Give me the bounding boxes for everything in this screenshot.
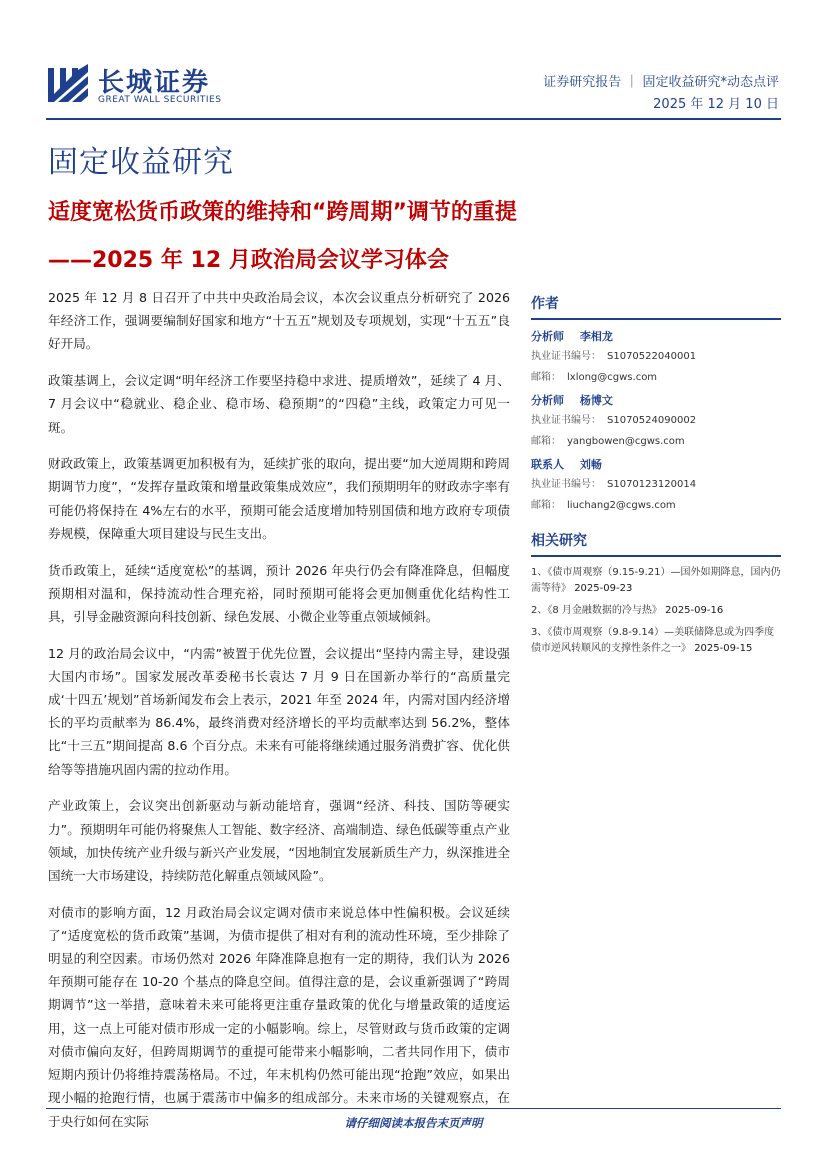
related-item[interactable] [531, 625, 781, 657]
related-research [531, 530, 781, 657]
related-date: 2025-09-23 [574, 583, 633, 594]
analyst-name: 李相龙 [579, 330, 613, 343]
related-item[interactable] [531, 565, 781, 597]
related-title[interactable]: 3、《债市周观察（9.8-9.14）—美联储降息或为四季度债市逆风转顺风的支撑性条件之一》 [531, 627, 775, 654]
great-wall-logo-icon [46, 62, 90, 106]
email-link[interactable]: lxlong@cgws.com [567, 372, 658, 383]
related-date: 2025-09-16 [665, 605, 724, 616]
section-title: 固定收益研究 [48, 145, 234, 180]
report-date: 2025 年 12 月 10 日 [653, 97, 779, 112]
body-paragraph: 政策基调上，会议定调“明年经济工作要坚持稳中求进、提质增效”，延续了 4 月、7 月会议中“稳就业、稳企业、稳市场、稳预期”的“四稳”主线，政策定力可见一斑。 [48, 373, 510, 435]
footer-disclaimer: 请仔细阅读本报告末页声明 [344, 1116, 483, 1130]
cert-label: 执业证书编号： [531, 479, 601, 490]
related-heading: 相关研究 [531, 530, 781, 557]
related-item[interactable] [531, 603, 781, 619]
body-paragraph: 2025 年 12 月 8 日召开了中共中央政治局会议，本次会议重点分析研究了 2026 年经济工作，强调要编制好国家和地方“十五五”规划及专项规划，实现“十五五”良好开局。 [48, 290, 510, 352]
cert-number: S1070123120014 [607, 479, 697, 490]
body-paragraph: 12 月的政治局会议中，“内需”被置于优先位置，会议提出“坚持内需主导，建设强大国内市场”。国家发展改革委秘书长袁达 7 月 9 日在国新办举行的“高质量完成‘十四五’规划”首场新闻发布会上表示，2021 年至 2024 年，内需对国内经济增长的平均贡献率为 86.4%，最终消费对经济增长的平均贡献率达到 56.2%，整体比“十三五”期间提高 8.6 个百分点。未来有可能将继续通过服务消费扩容、优化供给等等措施巩固内需的拉动作用。 [48, 645, 510, 777]
email-label: 邮箱： [531, 500, 561, 511]
body-paragraph: 货币政策上，延续“适度宽松”的基调，预计 2026 年央行仍会有降准降息，但幅度预期相对温和，保持流动性合理充裕，同时预期可能将会更加侧重优化结构性工具，引导金融资源向科技创新、绿色发展、小微企业等重点领域倾斜。 [48, 562, 510, 624]
email-label: 邮箱： [531, 372, 561, 383]
analyst-role: 分析师 [531, 394, 564, 407]
analyst-card [531, 328, 781, 388]
email-link[interactable]: yangbowen@cgws.com [567, 436, 685, 447]
report-type: 证券研究报告 ｜ 固定收益研究*动态点评 [543, 75, 779, 90]
logo-chinese-name: 长城证券 [98, 68, 211, 98]
analyst-role: 联系人 [531, 458, 564, 471]
report-body [48, 286, 510, 1146]
analyst-name: 刘畅 [579, 458, 602, 471]
analyst-role: 分析师 [531, 330, 564, 343]
header-meta [543, 72, 779, 116]
cert-label: 执业证书编号： [531, 351, 601, 362]
analyst-card [531, 456, 781, 516]
body-paragraph: 对债市的影响方面，12 月政治局会议定调对债市来说总体中性偏积极。会议延续了“适度宽松的货币政策”基调，为债市提供了相对有利的流动性环境，至少排除了明显的利空因素。市场仍然对 2026 年降准降息抱有一定的期待，我们认为 2026 年预期可能存在 10-20 个基点的降息空间。值得注意的是，会议重新强调了“跨周期调节”这一举措，意味着未来可能将更注重存量政策的优化与增量政策的适度运用，这一点上可能对债市形成一定的小幅影响。综上，尽管财政与货币政策的定调对债市偏向友好，但跨周期调节的重提可能带来小幅影响，二者共同作用下，债市短期内预计仍将维持震荡格局。不过，年末机构仍然可能出现“抢跑”效应，如果出现小幅的抢跑行情，也属于震荡市中偏多的组成部分。未来市场的关键观察点，在于央行如何在实际 [48, 904, 510, 1129]
related-title[interactable]: 1、《债市周观察（9.15-9.21）—国外如期降息，国内仍需等待》 [531, 567, 781, 594]
email-label: 邮箱： [531, 436, 561, 447]
cert-number: S1070522040001 [607, 351, 697, 362]
header-divider [46, 118, 781, 120]
report-title-line-1: 适度宽松货币政策的维持和“跨周期”调节的重提 [48, 200, 517, 225]
analyst-name: 杨博文 [579, 394, 613, 407]
related-title[interactable]: 2、《8 月金融数据的冷与热》 [531, 605, 662, 616]
cert-label: 执业证书编号： [531, 415, 601, 426]
body-paragraph: 产业政策上，会议突出创新驱动与新动能培育，强调“经济、科技、国防等硬实力”。预期明年可能仍将聚焦人工智能、数字经济、高端制造、绿色低碳等重点产业领域，加快传统产业升级与新兴产业发展，“因地制宜发展新质生产力，纵深推进全国统一大市场建设，持续防范化解重点领域风险”。 [48, 798, 510, 883]
cert-number: S1070524090002 [607, 415, 697, 426]
sidebar [531, 293, 781, 663]
analyst-card [531, 392, 781, 452]
logo-english-name: GREAT WALL SECURITIES [98, 95, 222, 105]
report-title-line-2: ——2025 年 12 月政治局会议学习体会 [48, 248, 449, 273]
email-link[interactable]: liuchang2@cgws.com [567, 500, 676, 511]
related-date: 2025-09-15 [694, 643, 753, 654]
footer-divider [46, 1108, 781, 1109]
company-logo [46, 62, 246, 106]
body-paragraph: 财政政策上，政策基调更加积极有为，延续扩张的取向，提出要“加大逆周期和跨周期调节力度”，“发挥存量政策和增量政策集成效应”，我们预期明年的财政赤字率有可能仍将保持在 4%左右的水平，预期可能会适度增加特别国债和地方政府专项债券规模，保障重大项目建设与民生支出。 [48, 456, 510, 541]
authors-heading: 作者 [531, 293, 781, 320]
